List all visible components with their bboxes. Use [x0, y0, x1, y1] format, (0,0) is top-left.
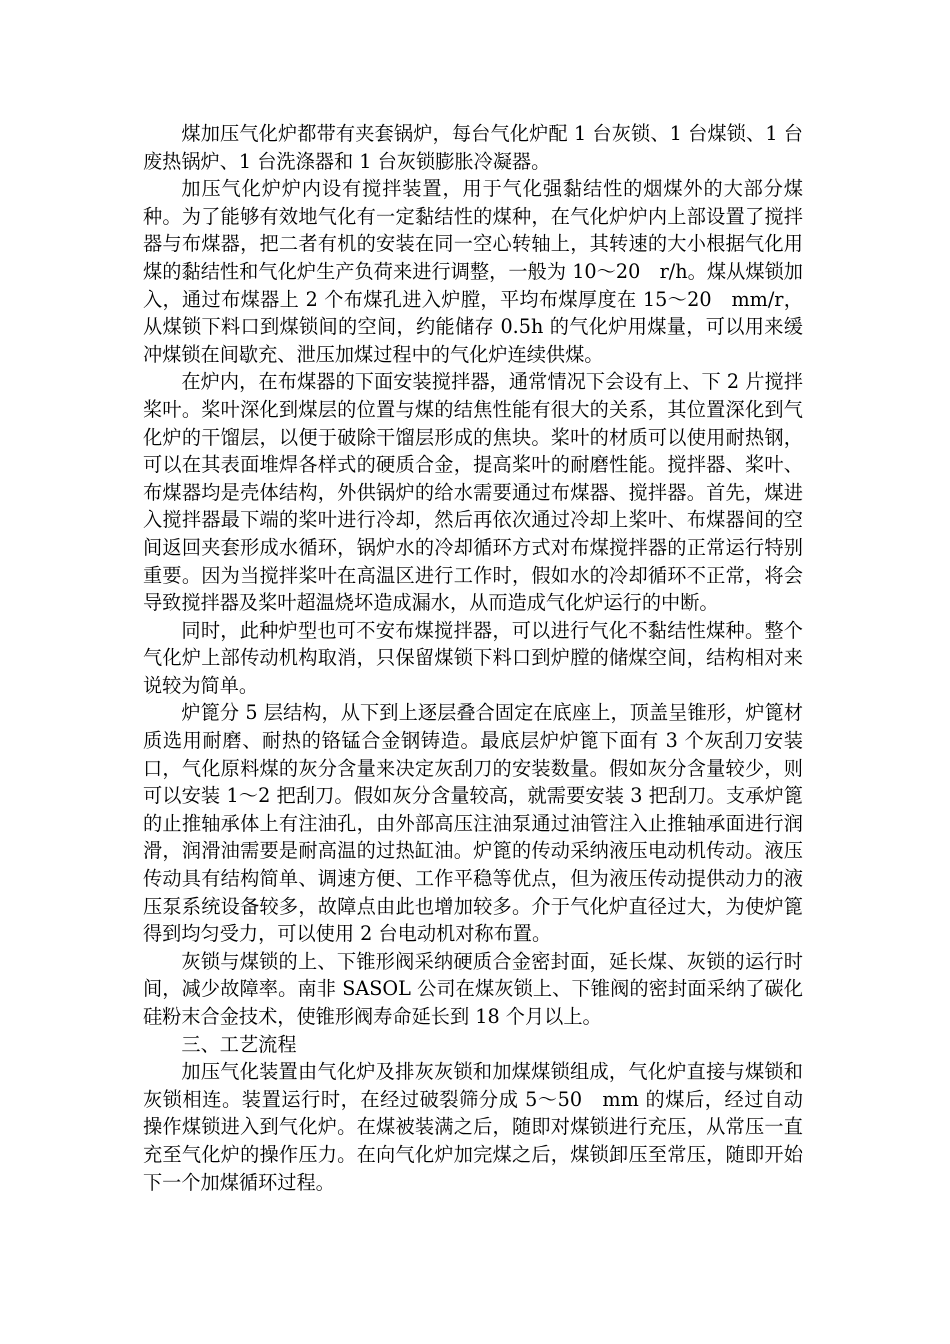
paragraph-stirrer-blades: 在炉内，在布煤器的下面安装搅拌器，通常情况下会设有上、下 2 片搅拌桨叶。桨叶深化到煤层的位置与煤的结焦性能有很大的关系，其位置深化到气化炉的干馏层，以便于破除干馏层形成的焦块。桨叶的材质可以使用耐热钢，可以在其表面堆焊各样式的硬质合金，提高桨叶的耐磨性能。搅拌器、桨叶、布煤器均是壳体结构，外供锅炉的给水需要通过布煤器、搅拌器。首先，煤进入搅拌器最下端的桨叶进行冷却，然后再依次通过冷却上桨叶、布煤器间的空间返回夹套形成水循环，锅炉水的冷却循环方式对布煤搅拌器的正常运行特别重要。因为当搅拌桨叶在高温区进行工作时，假如水的冷却循环不正常，将会导致搅拌器及桨叶超温烧坏造成漏水，从而造成气化炉运行的中断。: [143, 370, 803, 615]
section-heading-process-flow: 三、工艺流程: [181, 1032, 297, 1056]
paragraph-stirring-device: 加压气化炉炉内设有搅拌装置，用于气化强黏结性的烟煤外的大部分煤种。为了能够有效地气化有一定黏结性的煤种，在气化炉炉内上部设置了搅拌器与布煤器，把二者有机的安装在同一空心转轴上，其转速的大小根据气化用煤的黏结性和气化炉生产负荷来进行调整，一般为 10～20 r/h。煤从煤锁加入，通过布煤器上 2 个布煤孔进入炉膛，平均布煤厚度在 15～20 mm/r，从煤锁下料口到煤锁间的空间，约能储存 0.5h 的气化炉用煤量，可以用来缓冲煤锁在间歇充、泄压加煤过程中的气化炉连续供煤。: [143, 177, 803, 366]
paragraph-jacket-boiler: 煤加压气化炉都带有夹套锅炉，每台气化炉配 1 台灰锁、1 台煤锁、1 台废热锅炉、1 台洗涤器和 1 台灰锁膨胀冷凝器。: [143, 122, 803, 173]
paragraph-no-stirrer: 同时，此种炉型也可不安布煤搅拌器，可以进行气化不黏结性煤种。整个气化炉上部传动机构取消，只保留煤锁下料口到炉膛的储煤空间，结构相对来说较为简单。: [143, 618, 803, 697]
paragraph-lock-valves: 灰锁与煤锁的上、下锥形阀采纳硬质合金密封面，延长煤、灰锁的运行时间，减少故障率。南非 SASOL 公司在煤灰锁上、下锥阀的密封面采纳了碳化硅粉末合金技术，使锥形阀寿命延长到 18 个月以上。: [143, 949, 803, 1028]
document-body: [143, 120, 803, 1196]
paragraph-process-flow: 加压气化装置由气化炉及排灰灰锁和加煤煤锁组成，气化炉直接与煤锁和灰锁相连。装置运行时，在经过破裂筛分成 5～50 mm 的煤后，经过自动操作煤锁进入到气化炉。在煤被装满之后，随即对煤锁进行充压，从常压一直充至气化炉的操作压力。在向气化炉加完煤之后，煤锁卸压至常压，随即开始下一个加煤循环过程。: [143, 1060, 803, 1194]
paragraph-grate: 炉篦分 5 层结构，从下到上逐层叠合固定在底座上，顶盖呈锥形，炉篦材质选用耐磨、耐热的铬锰合金钢铸造。最底层炉炉篦下面有 3 个灰刮刀安装口，气化原料煤的灰分含量来决定灰刮刀的安装数量。假如灰分含量较少，则可以安装 1～2 把刮刀。假如灰分含量较高，就需要安装 3 把刮刀。支承炉篦的止推轴承体上有注油孔，由外部高压注油泵通过油管注入止推轴承面进行润滑，润滑油需要是耐高温的过热缸油。炉篦的传动采纳液压电动机传动。液压传动具有结构简单、调速方便、工作平稳等优点，但为液压传动提供动力的液压泵系统设备较多，故障点由此也增加较多。介于气化炉直径过大，为使炉篦得到均匀受力，可以使用 2 台电动机对称布置。: [143, 701, 803, 946]
